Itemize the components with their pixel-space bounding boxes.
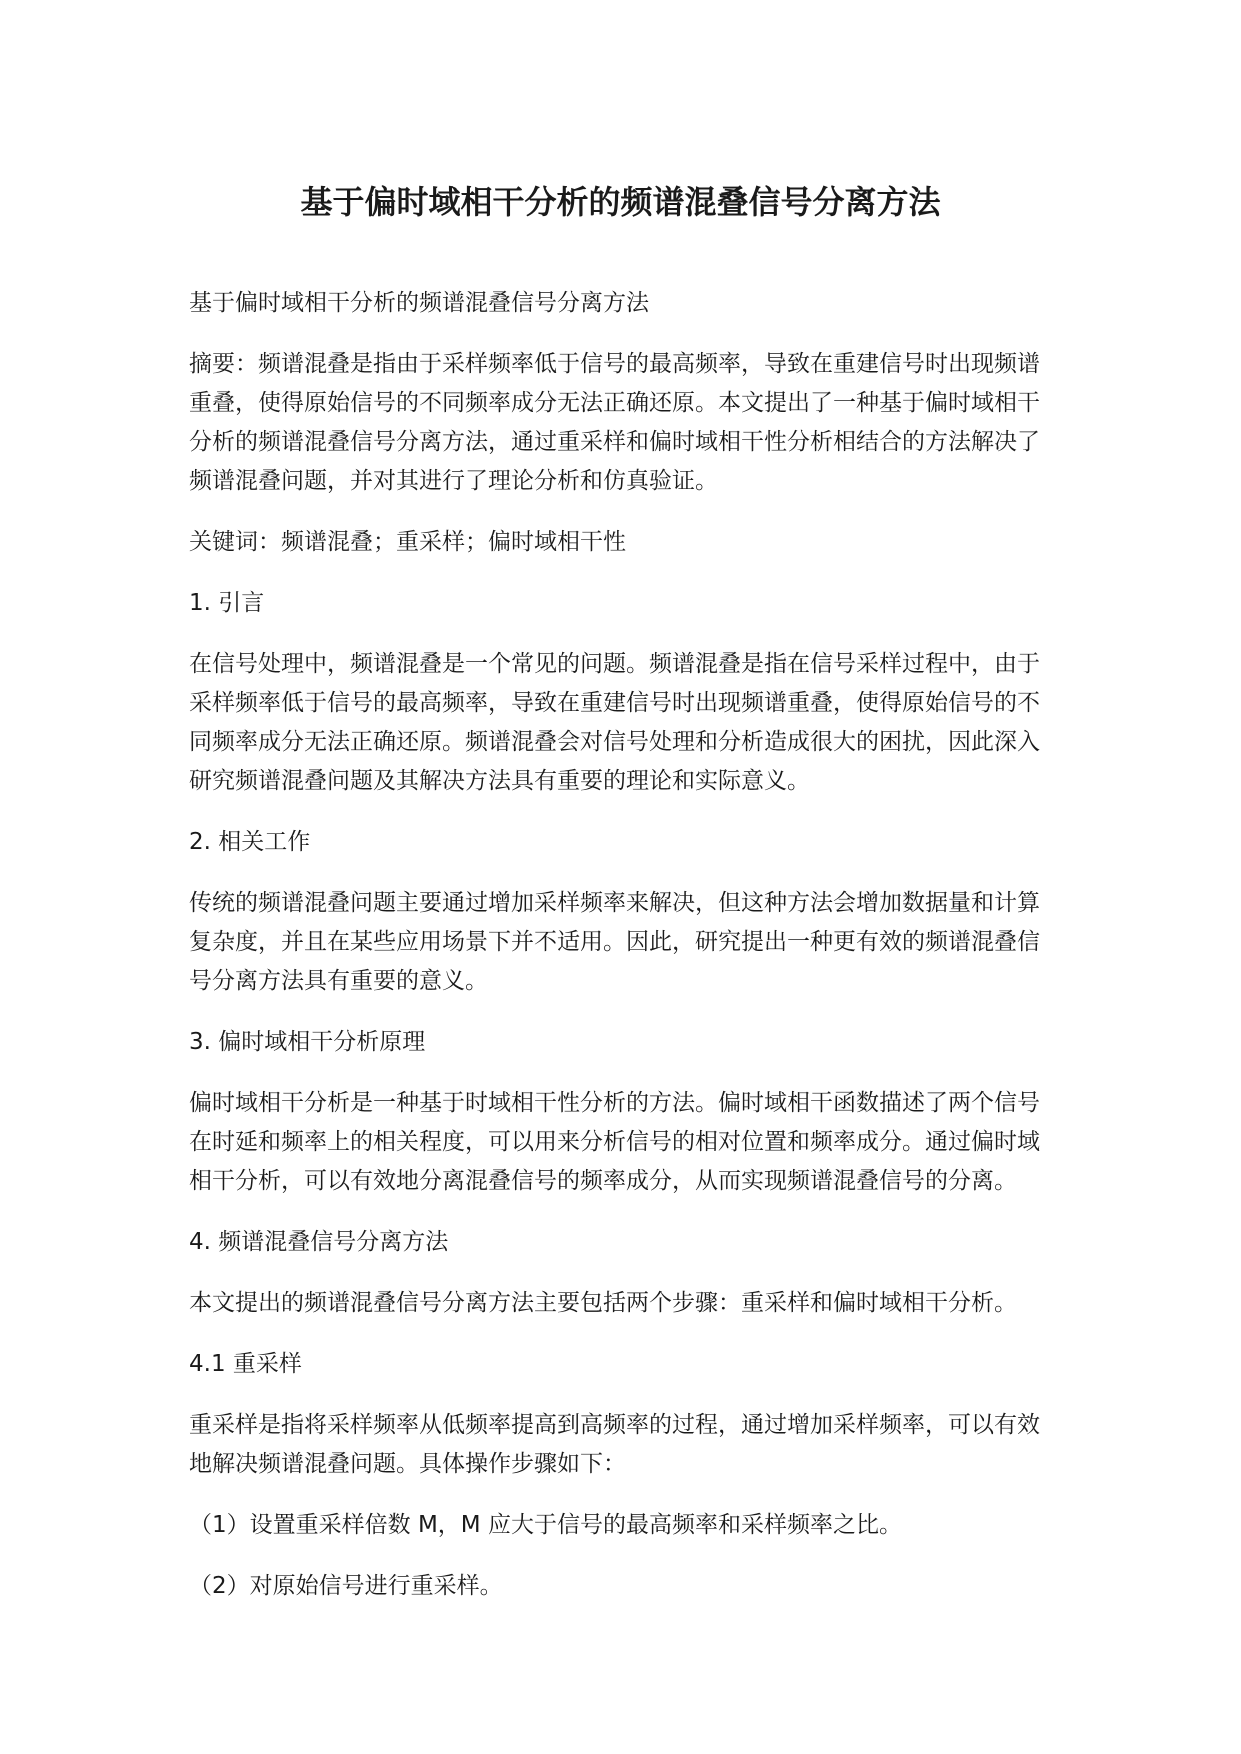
section-text-method: 本文提出的频谱混叠信号分离方法主要包括两个步骤：重采样和偏时域相干分析。 bbox=[189, 1290, 1017, 1316]
document-title: 基于偏时域相干分析的频谱混叠信号分离方法 bbox=[300, 183, 941, 221]
section-text-resampling: 重采样是指将采样频率从低频率提高到高频率的过程，通过增加采样频率，可以有效地解决频谱混叠问题。具体操作步骤如下： bbox=[189, 1412, 1040, 1477]
abstract-paragraph: 摘要：频谱混叠是指由于采样频率低于信号的最高频率，导致在重建信号时出现频谱重叠，使得原始信号的不同频率成分无法正确还原。本文提出了一种基于偏时域相干分析的频谱混叠信号分离方法，通过重采样和偏时域相干性分析相结合的方法解决了频谱混叠问题，并对其进行了理论分析和仿真验证。 bbox=[189, 351, 1040, 494]
step-item: （2）对原始信号进行重采样。 bbox=[189, 1573, 503, 1599]
document-body bbox=[189, 284, 1049, 1628]
section-heading-principle: 3. 偏时域相干分析原理 bbox=[189, 1029, 426, 1055]
section-text-related-work: 传统的频谱混叠问题主要通过增加采样频率来解决，但这种方法会增加数据量和计算复杂度，并且在某些应用场景下并不适用。因此，研究提出一种更有效的频谱混叠信号分离方法具有重要的意义。 bbox=[189, 890, 1040, 994]
section-heading-related-work: 2. 相关工作 bbox=[189, 829, 311, 855]
section-heading-method: 4. 频谱混叠信号分离方法 bbox=[189, 1229, 449, 1255]
keywords-line: 关键词：频谱混叠；重采样；偏时域相干性 bbox=[189, 529, 626, 555]
document-subtitle: 基于偏时域相干分析的频谱混叠信号分离方法 bbox=[189, 290, 649, 316]
section-heading-resampling: 4.1 重采样 bbox=[189, 1351, 302, 1377]
section-heading-introduction: 1. 引言 bbox=[189, 590, 265, 616]
step-item: （1）设置重采样倍数 M，M 应大于信号的最高频率和采样频率之比。 bbox=[189, 1512, 902, 1538]
section-text-principle: 偏时域相干分析是一种基于时域相干性分析的方法。偏时域相干函数描述了两个信号在时延和频率上的相关程度，可以用来分析信号的相对位置和频率成分。通过偏时域相干分析，可以有效地分离混叠信号的频率成分，从而实现频谱混叠信号的分离。 bbox=[189, 1090, 1040, 1194]
section-text-introduction: 在信号处理中，频谱混叠是一个常见的问题。频谱混叠是指在信号采样过程中，由于采样频率低于信号的最高频率，导致在重建信号时出现频谱重叠，使得原始信号的不同频率成分无法正确还原。频谱混叠会对信号处理和分析造成很大的困扰，因此深入研究频谱混叠问题及其解决方法具有重要的理论和实际意义。 bbox=[189, 651, 1040, 794]
